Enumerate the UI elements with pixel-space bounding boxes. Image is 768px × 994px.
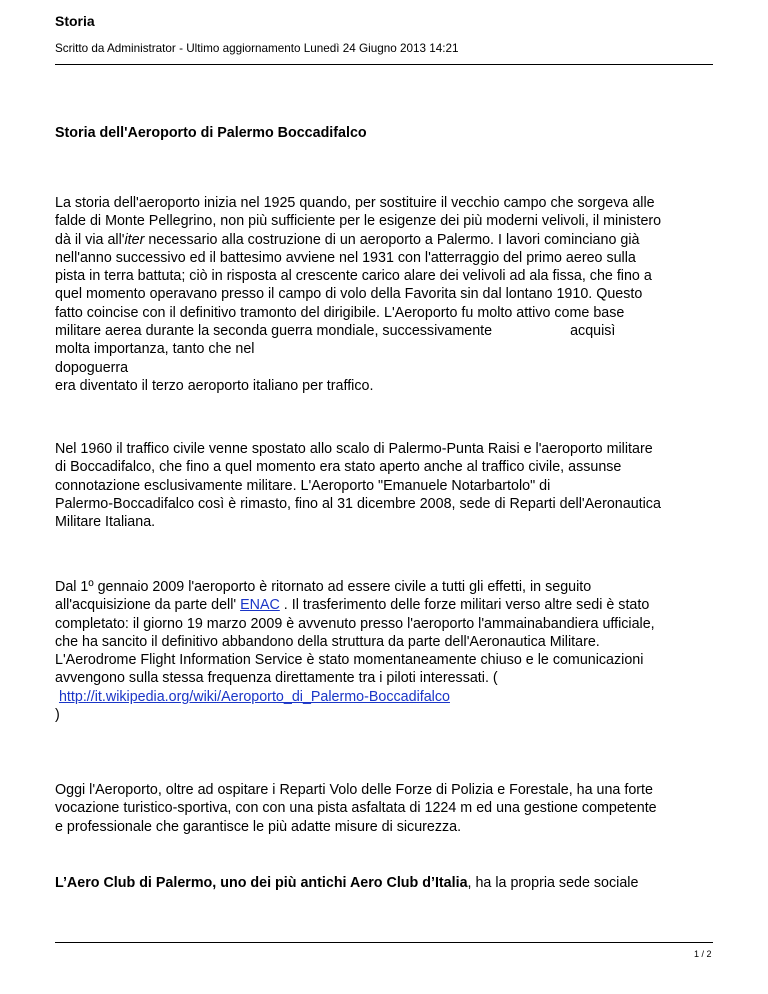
text-segment: all'acquisizione da parte dell' [55,597,241,614]
paragraph-today [55,781,717,836]
text-line [55,231,717,249]
text-line: Nel 1960 il traffico civile venne spostato allo scalo di Palermo-Punta Raisi e l'aeroporto militare [55,441,653,457]
text-segment: , ha la propria sede sociale [467,875,639,891]
text-line: L'Aerodrome Flight Information Service è stato momentaneamente chiuso e le comunicazioni [55,652,644,669]
text-line: completato: il giorno 19 marzo 2009 è avvenuto presso l'aeroporto l'ammainabandiera ufficiale, [55,615,655,632]
text-line: fatto coincise con il definitivo tramonto del dirigibile. L'Aeroporto fu molto attivo come base [55,304,625,321]
text-segment: militare aerea durante la seconda guerra mondiale, successivamente [55,323,493,340]
text-line: falde di Monte Pellegrino, non più sufficiente per le esigenze dei più moderni velivoli, il ministero [55,213,662,230]
aero-club-bold: L’Aero Club di Palermo, uno dei più antichi Aero Club d’Italia [55,875,468,891]
text-line: Oggi l'Aeroporto, oltre ad ospitare i Reparti Volo delle Forze di Polizia e Forestale, ha una forte [55,782,653,798]
text-segment: . Il trasferimento delle forze militari verso altre sedi è stato [279,597,650,614]
text-line: di Boccadifalco, che fino a quel momento era stato aperto anche al traffico civile, assunse [55,459,622,476]
paragraph-aero-club [55,874,717,892]
text-line [55,874,717,892]
italic-term: iter [124,231,145,248]
text-line: avvengono sulla stessa frequenza direttamente tra i piloti interessati. ( [55,670,498,687]
footer-divider [55,942,713,943]
text-segment: dà il via all' [55,231,125,248]
text-line [55,322,717,340]
document-header-title: Storia [55,13,95,29]
text-line: connotazione esclusivamente militare. L'Aeroporto "Emanuele Notarbartolo" di [55,477,551,494]
text-line: dopoguerra [55,359,129,376]
text-line: era diventato il terzo aeroporto italiano per traffico. [55,377,374,394]
text-line: quel momento operavano presso il campo di volo della Favorita sin dal lontano 1910. Questo [55,286,643,303]
text-segment: necessario alla costruzione di un aeroporto a Palermo. I lavori cominciano già [144,231,640,248]
text-line: nell'anno successivo ed il battesimo avviene nel 1931 con l'atterraggio del primo aereo sulla [55,249,636,266]
text-line [55,688,717,706]
text-line: pista in terra battuta; ciò in risposta al crescente carico alare dei velivoli ad ala fissa, che fino a [55,268,652,285]
text-line: che ha sancito il definitivo abbandono della struttura da parte dell'Aeronautica Militare. [55,633,600,650]
text-line [55,596,717,614]
paragraph-history-2009 [55,578,717,724]
text-line: Dal 1º gennaio 2009 l'aeroporto è ritornato ad essere civile a tutti gli effetti, in seguito [55,579,592,595]
text-line: Militare Italiana. [55,514,156,531]
document-header-meta: Scritto da Administrator - Ultimo aggiornamento Lunedì 24 Giugno 2013 14:21 [55,42,459,55]
article-heading: Storia dell'Aeroporto di Palermo Boccadifalco [55,125,367,141]
text-segment: acquisì [570,323,616,340]
page-number: 1 / 2 [694,949,712,959]
text-line: vocazione turistico-sportiva, con con una pista asfaltata di 1224 m ed una gestione competente [55,800,657,817]
enac-link[interactable]: ENAC [240,597,280,614]
text-line: e professionale che garantisce le più adatte misure di sicurezza. [55,818,462,835]
paragraph-history-1925 [55,194,717,395]
text-line: molta importanza, tanto che nel [55,341,255,358]
wikipedia-link[interactable]: http://it.wikipedia.org/wiki/Aeroporto_di_Palermo-Boccadifalco [58,688,450,705]
header-divider [55,64,713,65]
text-line: Palermo-Boccadifalco così è rimasto, fino al 31 dicembre 2008, sede di Reparti dell'Aeronautica [55,495,661,512]
text-line: ) [55,707,60,724]
text-line: La storia dell'aeroporto inizia nel 1925 quando, per sostituire il vecchio campo che sorgeva alle [55,195,655,211]
paragraph-history-1960 [55,440,717,531]
